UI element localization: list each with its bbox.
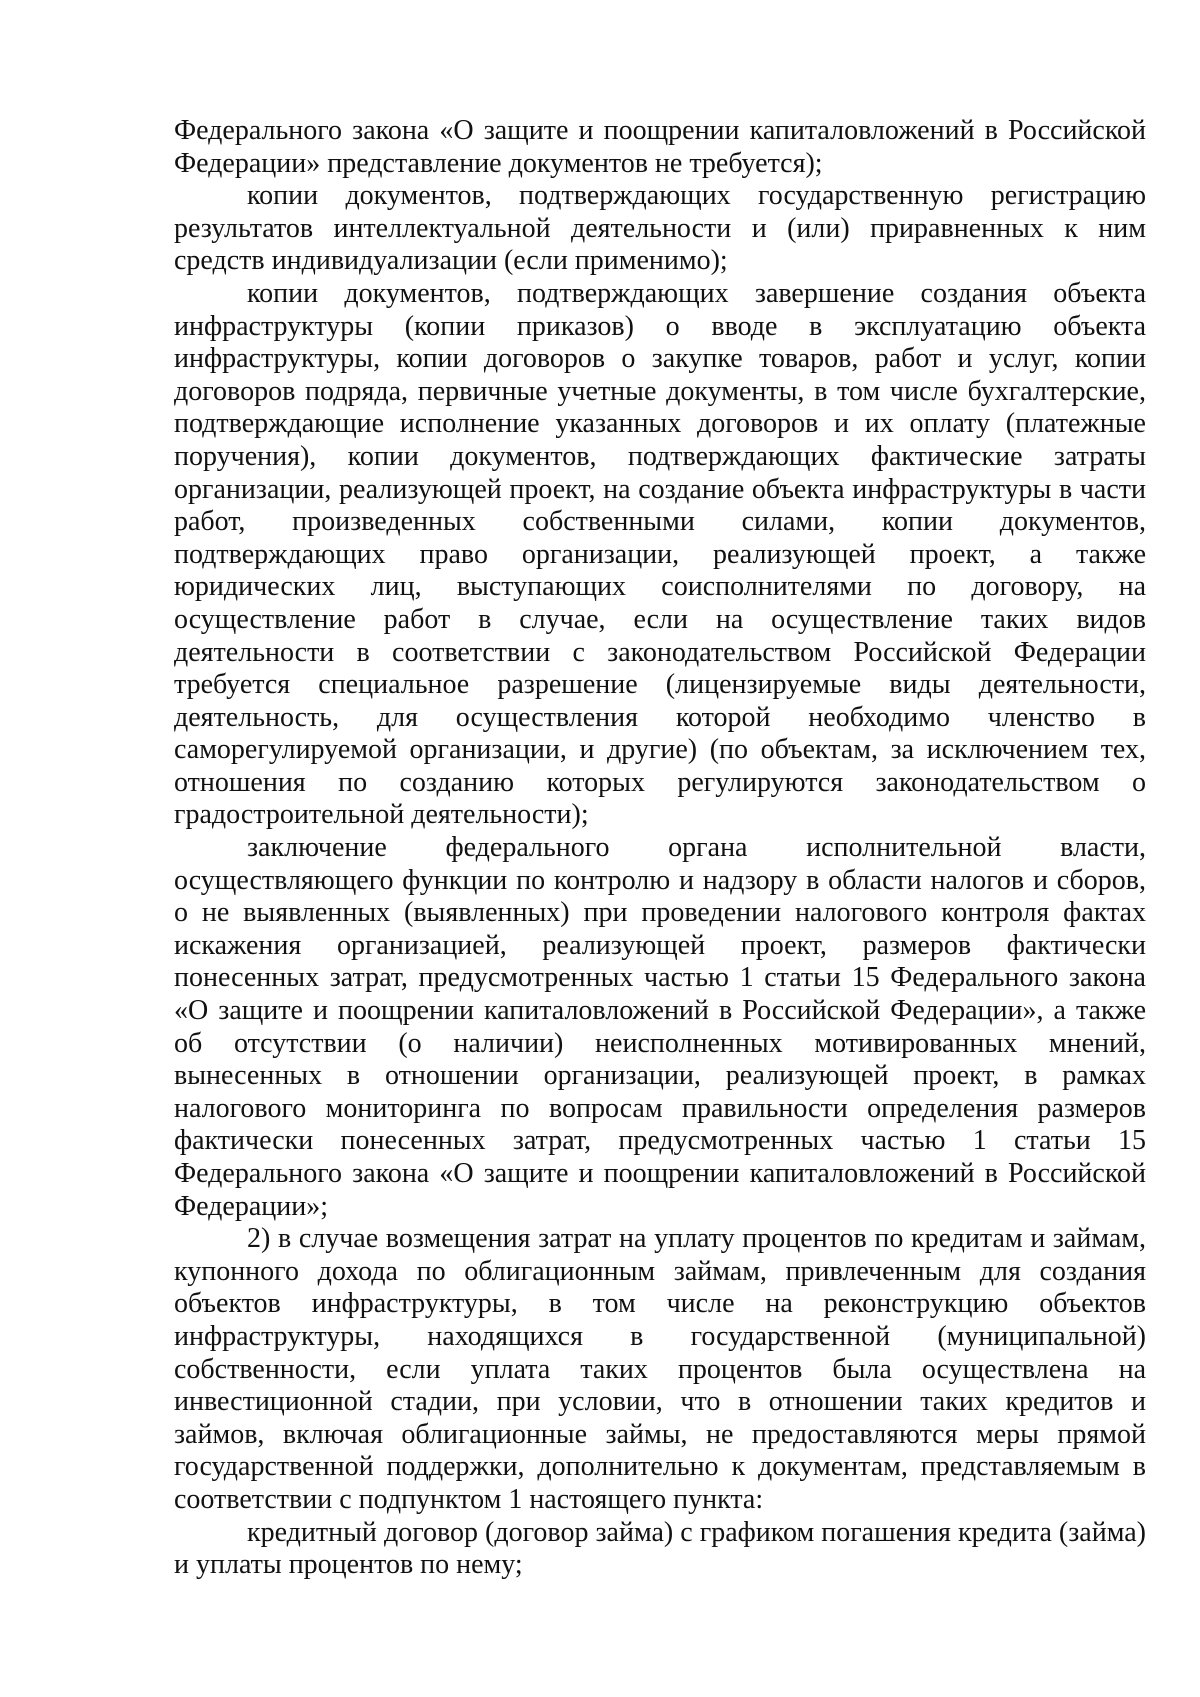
document-body	[174, 115, 1146, 1582]
paragraph-tax-authority-conclusion: заключение федерального органа исполнительной власти, осуществляющего функции по контролю и надзору в области налогов и сборов, о не выявленных (выявленных) при проведении налогового контроля фактах искажения организацией, реализующей проект, размеров фактически понесенных затрат, предусмотренных частью 1 статьи 15 Федерального закона «О защите и поощрении капиталовложений в Российской Федерации», а также об отсутствии (о наличии) неисполненных мотивированных мнений, вынесенных в отношении организации, реализующей проект, в рамках налогового мониторинга по вопросам правильности определения размеров фактически понесенных затрат, предусмотренных частью 1 статьи 15 Федерального закона «О защите и поощрении капиталовложений в Российской Федерации»;	[174, 832, 1146, 1222]
paragraph-continuation: Федерального закона «О защите и поощрении капиталовложений в Российской Федерации» представление документов не требуется);	[174, 115, 1146, 179]
paragraph-credit-agreement: кредитный договор (договор займа) с графиком погашения кредита (займа) и уплаты процентов по нему;	[174, 1516, 1146, 1581]
paragraph-infrastructure-completion-copies: копии документов, подтверждающих завершение создания объекта инфраструктуры (копии приказов) о вводе в эксплуатацию объекта инфраструктуры, копии договоров о закупке товаров, работ и услуг, копии договоров подряда, первичные учетные документы, в том числе бухгалтерские, подтверждающие исполнение указанных договоров и их оплату (платежные поручения), копии документов, подтверждающих фактические затраты организации, реализующей проект, на создание объекта инфраструктуры в части работ, произведенных собственными силами, копии документов, подтверждающих право организации, реализующей проект, а также юридических лиц, выступающих соисполнителями по договору, на осуществление работ в случае, если на осуществление таких видов деятельности в соответствии с законодательством Российской Федерации требуется специальное разрешение (лицензируемые виды деятельности, деятельность, для осуществления которой необходимо членство в саморегулируемой организации, и другие) (по объектам, за исключением тех, отношения по созданию которых регулируются законодательством о градостроительной деятельности);	[174, 277, 1146, 831]
paragraph-ip-registration-copies: копии документов, подтверждающих государственную регистрацию результатов интеллектуальной деятельности и (или) приравненных к ним средств индивидуализации (если применимо);	[174, 180, 1146, 277]
paragraph-interest-reimbursement: 2) в случае возмещения затрат на уплату процентов по кредитам и займам, купонного дохода по облигационным займам, привлеченным для создания объектов инфраструктуры, в том числе на реконструкцию объектов инфраструктуры, находящихся в государственной (муниципальной) собственности, если уплата таких процентов была осуществлена на инвестиционной стадии, при условии, что в отношении таких кредитов и займов, включая облигационные займы, не предоставляются меры прямой государственной поддержки, дополнительно к документам, представляемым в соответствии с подпунктом 1 настоящего пункта:	[174, 1223, 1146, 1515]
